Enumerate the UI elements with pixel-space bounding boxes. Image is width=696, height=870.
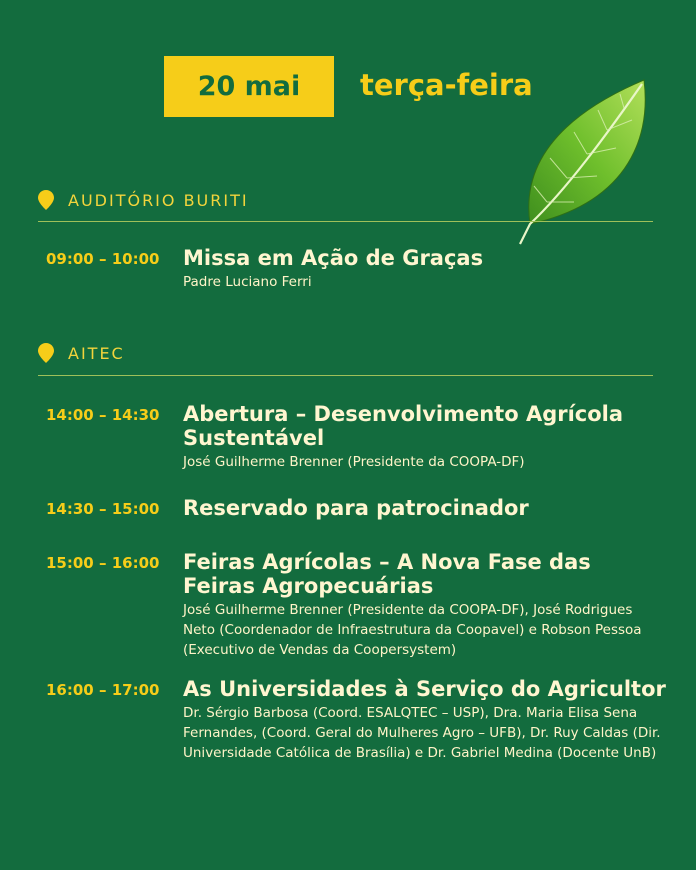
item-title: As Universidades à Serviço do Agricultor	[183, 677, 666, 701]
section-divider	[38, 375, 653, 376]
location-auditorio-buriti	[38, 190, 249, 210]
item-title: Reservado para patrocinador	[183, 496, 529, 520]
date-label: 20 mai	[197, 71, 301, 102]
location-label: AITEC	[68, 343, 125, 363]
item-speaker: Padre Luciano Ferri	[183, 274, 312, 290]
item-time: 09:00 – 10:00	[46, 250, 160, 268]
item-content	[183, 246, 666, 292]
item-time: 15:00 – 16:00	[46, 554, 160, 572]
item-time: 14:00 – 14:30	[46, 406, 160, 424]
item-title: Feiras Agrícolas – A Nova Fase das Feiras Agropecuárias	[183, 550, 591, 598]
location-aitec	[38, 343, 125, 363]
location-pin-icon	[38, 343, 54, 363]
item-content	[183, 550, 666, 660]
section-divider	[38, 221, 653, 222]
item-content	[183, 402, 666, 472]
leaf-icon	[512, 74, 662, 249]
item-speaker: Dr. Sérgio Barbosa (Coord. ESALQTEC – USP), Dra. Maria Elisa Sena Fernandes, (Coord. Geral do Mulheres Agro – UFB), Dr. Ruy Caldas (Dir. Universidade Católica de Brasília) e Dr. Gabriel Medina (Docente UnB)	[183, 705, 661, 761]
item-content	[183, 496, 666, 520]
item-time: 16:00 – 17:00	[46, 681, 160, 699]
item-speaker: José Guilherme Brenner (Presidente da COOPA-DF)	[183, 454, 525, 470]
item-title: Missa em Ação de Graças	[183, 246, 484, 270]
item-title: Abertura – Desenvolvimento Agrícola Sustentável	[183, 402, 624, 450]
location-pin-icon	[38, 190, 54, 210]
weekday-label: terça-feira	[360, 68, 533, 102]
item-time: 14:30 – 15:00	[46, 500, 160, 518]
location-label: AUDITÓRIO BURITI	[68, 190, 249, 210]
item-content	[183, 677, 666, 763]
date-badge	[164, 56, 334, 117]
item-speaker: José Guilherme Brenner (Presidente da COOPA-DF), José Rodrigues Neto (Coordenador de Infraestrutura da Coopavel) e Robson Pessoa (Executivo de Vendas da Coopersystem)	[183, 602, 642, 658]
